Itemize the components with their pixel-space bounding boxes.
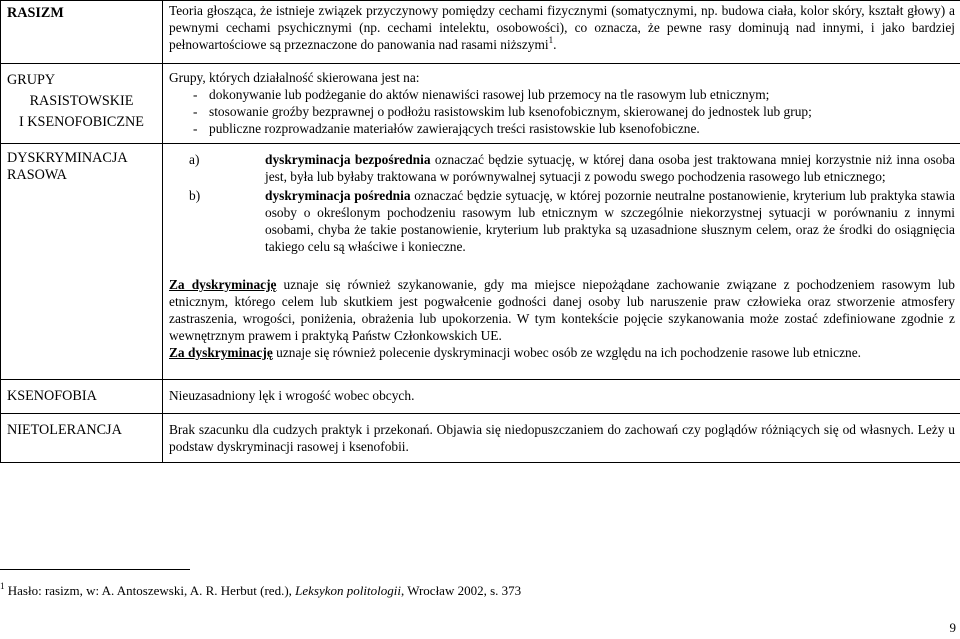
footnote-text-after: , Wrocław 2002, s. 373 <box>400 583 522 598</box>
definition-text: oznaczać będzie sytuację, w której pozornie neutralne postanowienie, kryterium lub praktyka stawia osoby o określonym pochodzeniu rasowym lub etnicznym w szczególnie niekorzystnej sytuacji w porównaniu z innymi osobami, chyba że takie postanowienie, kryterium lub praktyka są uzasadnione słusznym celem, oraz że środki do osiągnięcia takiego celu są właściwe i konieczne. <box>265 188 955 254</box>
definition-cell <box>163 380 960 414</box>
definition-cell <box>163 64 960 144</box>
term-grupy-line3: I KSENOFOBICZNE <box>19 114 144 130</box>
term-cell <box>1 414 163 463</box>
definition-intro: Grupy, których działalność skierowana jest na: <box>169 70 420 85</box>
definition-text: Teoria głosząca, że istnieje związek przyczynowy pomiędzy cechami fizycznymi (somatycznymi, np. budowa ciała, kolor skóry, kształt głowy) a pewnymi cechami psychicznymi (np. cechami intelektu, osobowości), co oznacza, że pewne rasy dominują nad innymi, i jako bardziej pełnowartościowe są przeznaczone do panowania nad rasami niższymi <box>169 3 955 52</box>
footnote-number: 1 <box>0 581 5 591</box>
list-item: - dokonywanie lub podżeganie do aktów nienawiści rasowej lub przemocy na tle rasowym lub etnicznym; <box>193 87 770 102</box>
term-grupy-line2: RASISTOWSKIE <box>29 93 134 109</box>
term-cell <box>1 1 163 64</box>
bold-term: dyskryminacja pośrednia <box>265 188 411 203</box>
table-row <box>1 144 960 380</box>
term-grupy-line1: GRUPY <box>7 72 56 88</box>
definition-paragraph <box>169 276 955 344</box>
page-number: 9 <box>949 620 956 635</box>
item-marker: a) <box>189 152 200 167</box>
term-dyskryminacja-line1: DYSKRYMINACJA <box>7 150 128 166</box>
definition-paragraph <box>169 344 955 361</box>
definition-text-end: . <box>553 37 557 52</box>
table-row <box>1 64 960 144</box>
term-cell <box>1 380 163 414</box>
bold-underlined-term: Za dyskryminację <box>169 277 277 292</box>
bold-term: dyskryminacja bezpośrednia <box>265 152 431 167</box>
item-marker: b) <box>189 188 201 203</box>
term-dyskryminacja-line2: RASOWA <box>7 167 67 183</box>
footnote-reference[interactable]: 1 <box>548 35 554 45</box>
term-nietolerancja: NIETOLERANCJA <box>7 422 122 438</box>
definition-text: uznaje się również szykanowanie, gdy ma miejsce niepożądane zachowanie związane z pochodzeniem rasowym lub etnicznym, którego celem lub skutkiem jest pogwałcenie godności danej osoby lub naruszenie praw człowieka oraz stworzenie atmosfery zastraszenia, wrogości, poniżenia, obrażenia lub upokorzenia. W tym kontekście pojęcie szykanowania może zostać zdefiniowane zgodnie z wewnętrznym prawem i praktyką Państw Członkowskich UE. <box>169 277 955 343</box>
definition-cell <box>163 414 960 463</box>
definition-text: oznaczać będzie sytuację, w której dana osoba jest traktowana mniej korzystnie niż inna osoba jest, była lub byłaby traktowana w porównywalnej sytuacji z powodu swego pochodzenia rasowego lub etnicznego; <box>265 152 955 184</box>
table-row <box>1 414 960 463</box>
footnote-separator <box>0 569 190 570</box>
term-rasizm: RASIZM <box>7 5 64 21</box>
definition-text: Brak szacunku dla cudzych praktyk i przekonań. Objawia się niedopuszczaniem do zachowań czy poglądów różniących się od własnych. Leży u podstaw dyskryminacji rasowej i ksenofobii. <box>169 422 955 454</box>
definition-cell <box>163 1 960 64</box>
definition-list <box>169 86 955 137</box>
definition-text: Nieuzasadniony lęk i wrogość wobec obcych. <box>169 388 415 403</box>
term-cell <box>1 64 163 144</box>
footnote-text-before: Hasło: rasizm, w: A. Antoszewski, A. R. Herbut (red.), <box>4 583 296 598</box>
list-item <box>169 151 955 185</box>
bold-underlined-term: Za dyskryminację <box>169 345 273 360</box>
list-item: - stosowanie groźby bezprawnej o podłożu rasistowskim lub ksenofobicznym, skierowanej do jednostek lub grup; <box>193 104 812 119</box>
table-row <box>1 1 960 64</box>
term-ksenofobia: KSENOFOBIA <box>7 388 97 404</box>
footnote <box>0 577 521 600</box>
list-item <box>169 187 955 255</box>
definition-text: uznaje się również polecenie dyskryminacji wobec osób ze względu na ich pochodzenie rasowe lub etniczne. <box>272 345 861 360</box>
table-row <box>1 380 960 414</box>
term-cell <box>1 144 163 380</box>
footnote-book-title: Leksykon politologii <box>295 583 401 598</box>
definition-cell <box>163 144 960 380</box>
list-item: - publiczne rozprowadzanie materiałów zawierających treści rasistowskie lub ksenofobiczne. <box>193 121 700 136</box>
